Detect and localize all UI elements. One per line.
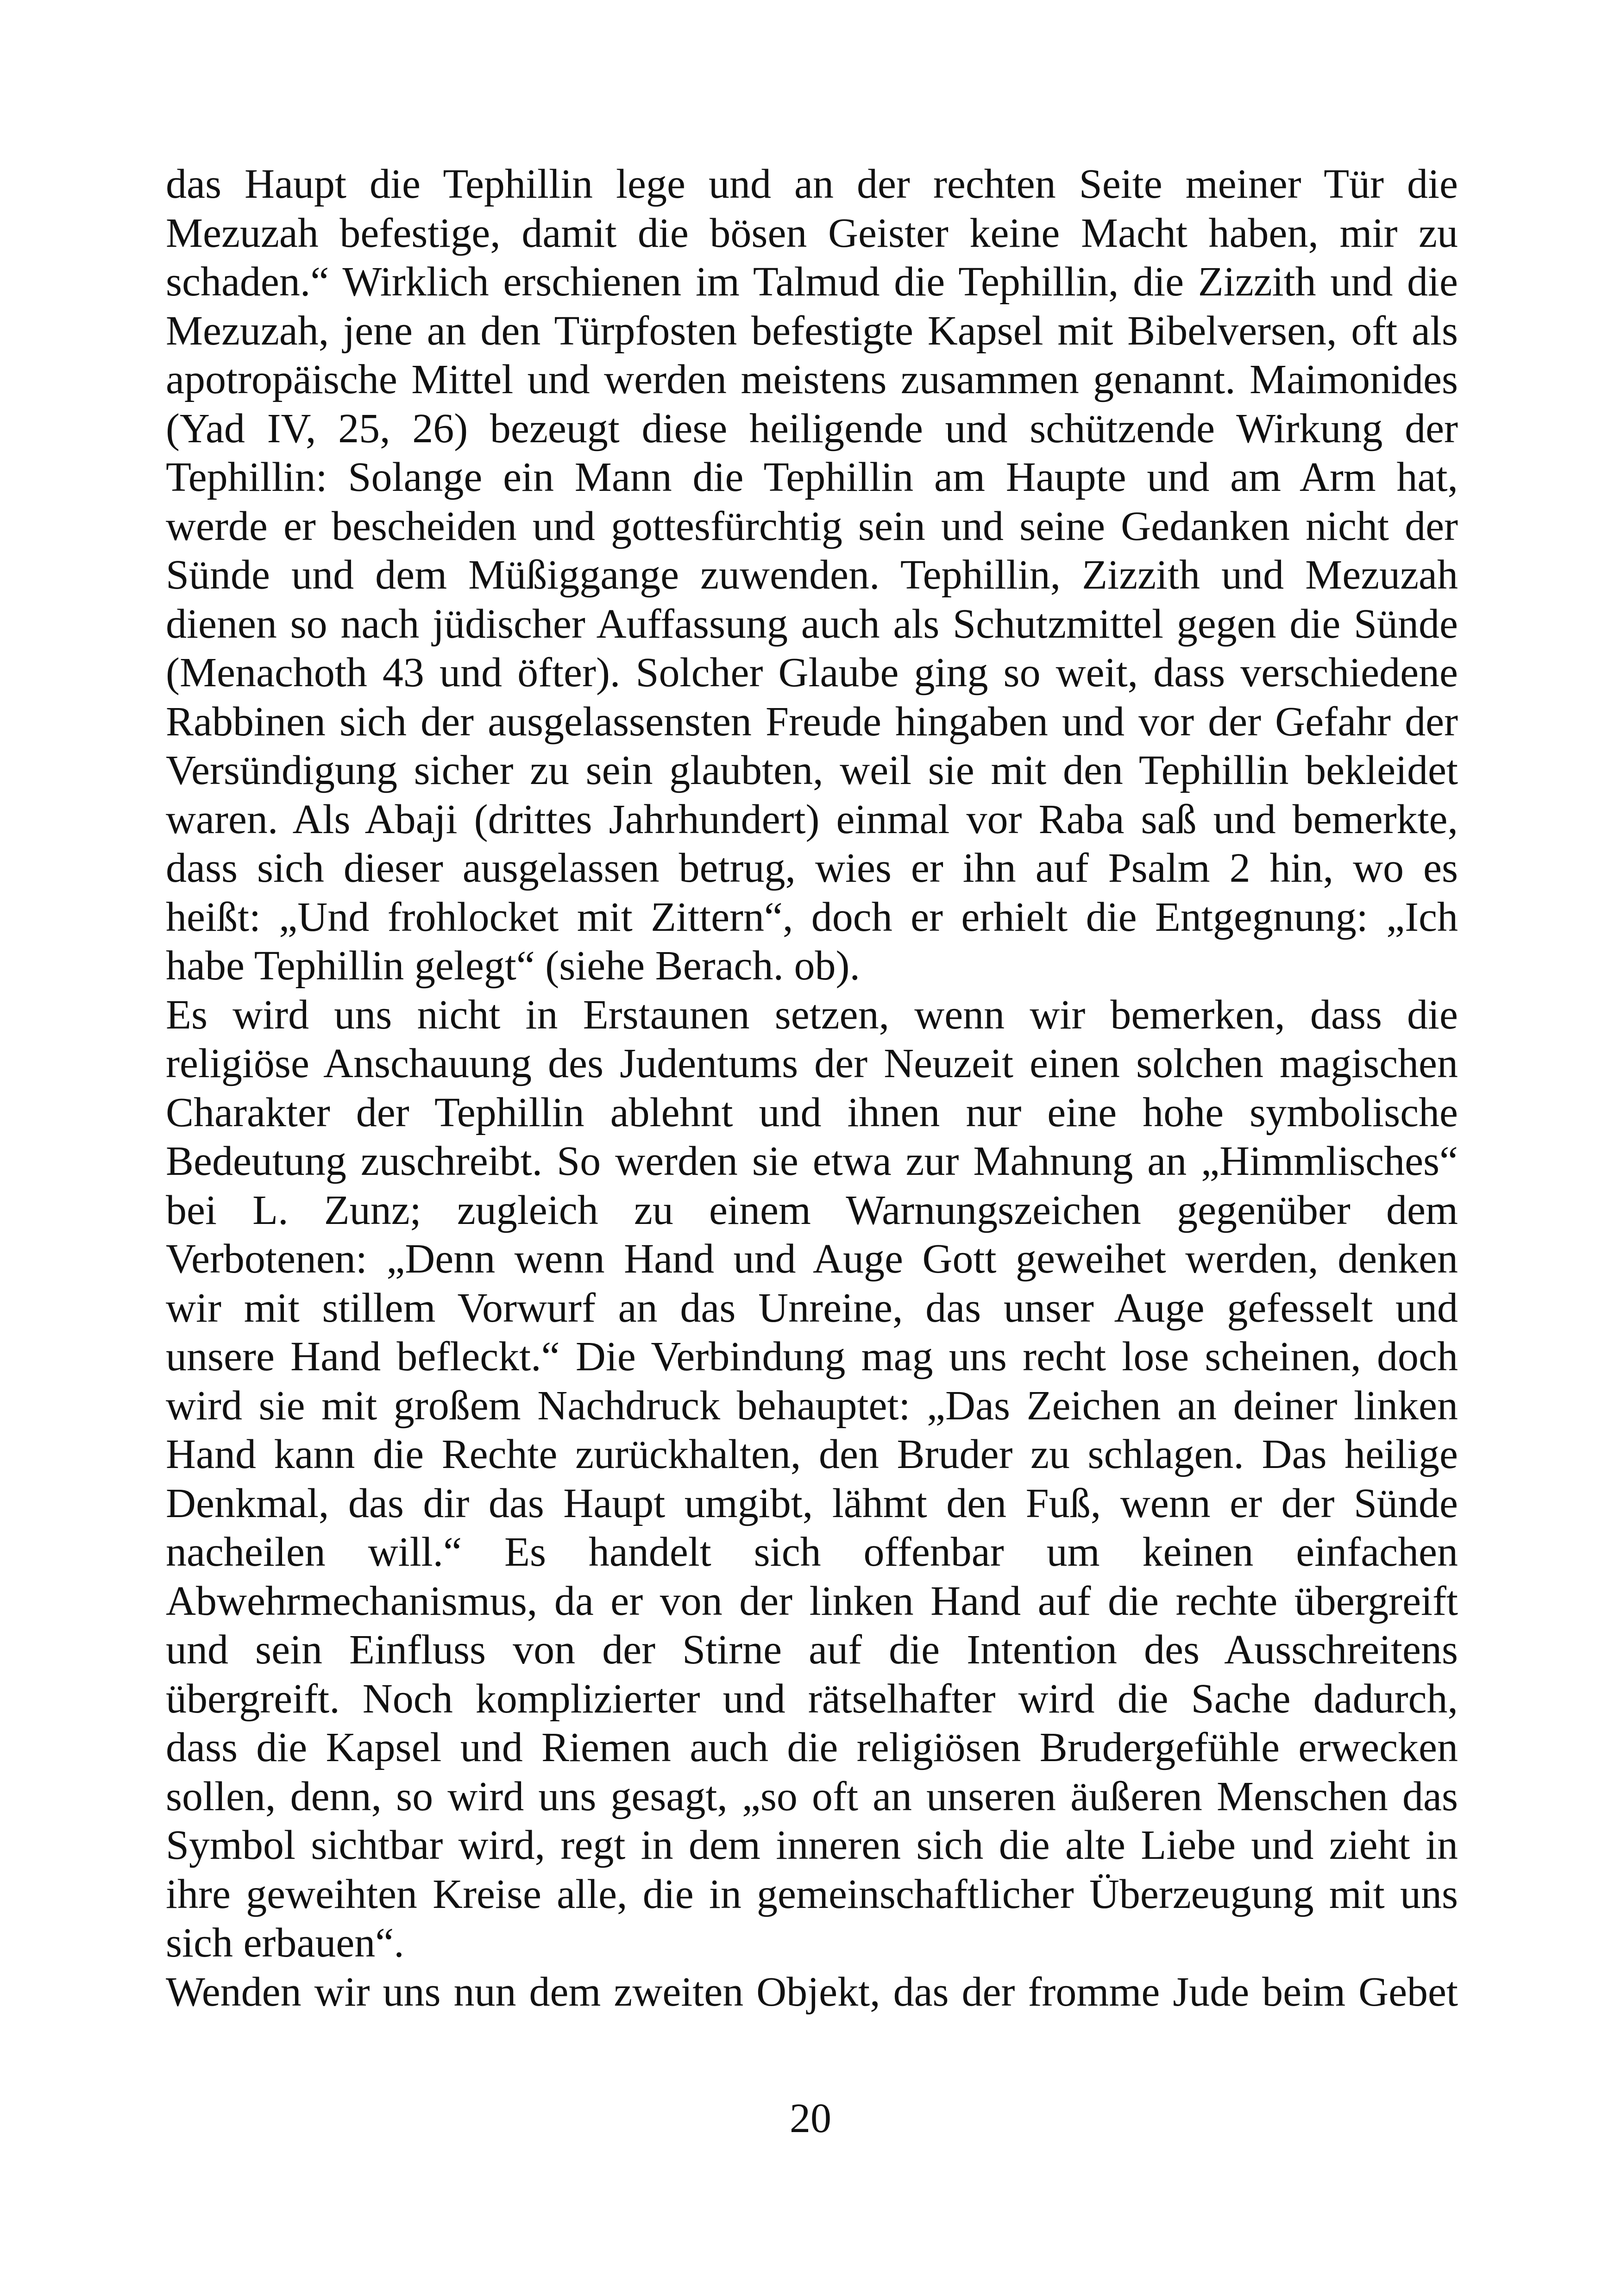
text-line: unsere Hand befleckt.“ Die Verbindung mag uns recht lose scheinen, doch [166, 1334, 1458, 1380]
text-line: (Yad IV, 25, 26) bezeugt diese heiligende und schützende Wirkung der [166, 405, 1458, 452]
paragraph-3 [166, 1968, 1458, 2017]
text-line: wird sie mit großem Nachdruck behauptet: „Das Zeichen an deiner linken [166, 1382, 1458, 1429]
text-line: Charakter der Tephillin ablehnt und ihnen nur eine hohe symbolische [166, 1089, 1458, 1135]
text-line: Denkmal, das dir das Haupt umgibt, lähmt den Fuß, wenn er der Sünde [166, 1480, 1458, 1526]
text-line: Verbotenen: „Denn wenn Hand und Auge Gott geweihet werden, denken [166, 1236, 1458, 1282]
text-line: dass die Kapsel und Riemen auch die religiösen Brudergefühle erwecken [166, 1725, 1458, 1770]
text-line: religiöse Anschauung des Judentums der Neuzeit einen solchen magischen [166, 1041, 1458, 1086]
text-line: sollen, denn, so wird uns gesagt, „so oft an unseren äußeren Menschen das [166, 1773, 1458, 1819]
text-line: Mezuzah befestige, damit die bösen Geister keine Macht haben, mir zu [166, 210, 1458, 256]
text-line: dass sich dieser ausgelassen betrug, wies er ihn auf Psalm 2 hin, wo es [166, 845, 1458, 891]
text-line: wir mit stillem Vorwurf an das Unreine, das unser Auge gefesselt und [166, 1285, 1458, 1331]
text-line: Es wird uns nicht in Erstaunen setzen, wenn wir bemerken, dass die [166, 991, 1458, 1038]
text-line: ihre geweihten Kreise alle, die in gemeinschaftlicher Überzeugung mit uns [166, 1871, 1458, 1917]
text-line: Symbol sichtbar wird, regt in dem inneren sich die alte Liebe und zieht in [166, 1822, 1458, 1868]
text-line: Wenden wir uns nun dem zweiten Objekt, das der fromme Jude beim Gebet [166, 1969, 1458, 2015]
text-line: waren. Als Abaji (drittes Jahrhundert) einmal vor Raba saß und bemerkte, [166, 796, 1458, 842]
text-line: Bedeutung zuschreibt. So werden sie etwa zur Mahnung an „Himmlisches“ [166, 1138, 1458, 1184]
page-number: 20 [790, 2095, 831, 2141]
paragraph-2 [166, 991, 1458, 1968]
text-line: übergreift. Noch komplizierter und rätselhafter wird die Sache dadurch, [166, 1675, 1458, 1722]
text-line: Tephillin: Solange ein Mann die Tephillin am Haupte und am Arm hat, [166, 454, 1458, 500]
text-line: Hand kann die Rechte zurückhalten, den Bruder zu schlagen. Das heilige [166, 1431, 1458, 1477]
body-text [166, 160, 1458, 2016]
text-line: nacheilen will.“ Es handelt sich offenbar um keinen einfachen [166, 1529, 1458, 1575]
text-line: Abwehrmechanismus, da er von der linken Hand auf die rechte übergreift [166, 1578, 1458, 1624]
text-line: schaden.“ Wirklich erschienen im Talmud die Tephillin, die Zizzith und die [166, 259, 1458, 305]
text-line: heißt: „Und frohlocket mit Zittern“, doch er erhielt die Entgegnung: „Ich [166, 894, 1458, 940]
text-line: werde er bescheiden und gottesfürchtig sein und seine Gedanken nicht der [166, 503, 1458, 549]
text-line: bei L. Zunz; zugleich zu einem Warnungszeichen gegenüber dem [166, 1187, 1458, 1233]
text-line: Rabbinen sich der ausgelassensten Freude hingaben und vor der Gefahr der [166, 698, 1458, 745]
text-line: und sein Einfluss von der Stirne auf die Intention des Ausschreitens [166, 1627, 1458, 1673]
text-line: Sünde und dem Müßiggange zuwenden. Tephillin, Zizzith und Mezuzah [166, 552, 1458, 598]
paragraph-1 [166, 160, 1458, 991]
text-line: Mezuzah, jene an den Türpfosten befestigte Kapsel mit Bibelversen, oft als [166, 307, 1458, 354]
text-line: sich erbauen“. [166, 1920, 404, 1966]
text-line: habe Tephillin gelegt“ (siehe Berach. ob). [166, 943, 860, 989]
text-line: dienen so nach jüdischer Auffassung auch als Schutzmittel gegen die Sünde [166, 601, 1458, 647]
text-line: (Menachoth 43 und öfter). Solcher Glaube ging so weit, dass verschiedene [166, 650, 1458, 696]
text-line: das Haupt die Tephillin lege und an der rechten Seite meiner Tür die [166, 161, 1458, 207]
text-line: Versündigung sicher zu sein glaubten, weil sie mit den Tephillin bekleidet [166, 747, 1458, 793]
text-line: apotropäische Mittel und werden meistens zusammen genannt. Maimonides [166, 357, 1458, 402]
